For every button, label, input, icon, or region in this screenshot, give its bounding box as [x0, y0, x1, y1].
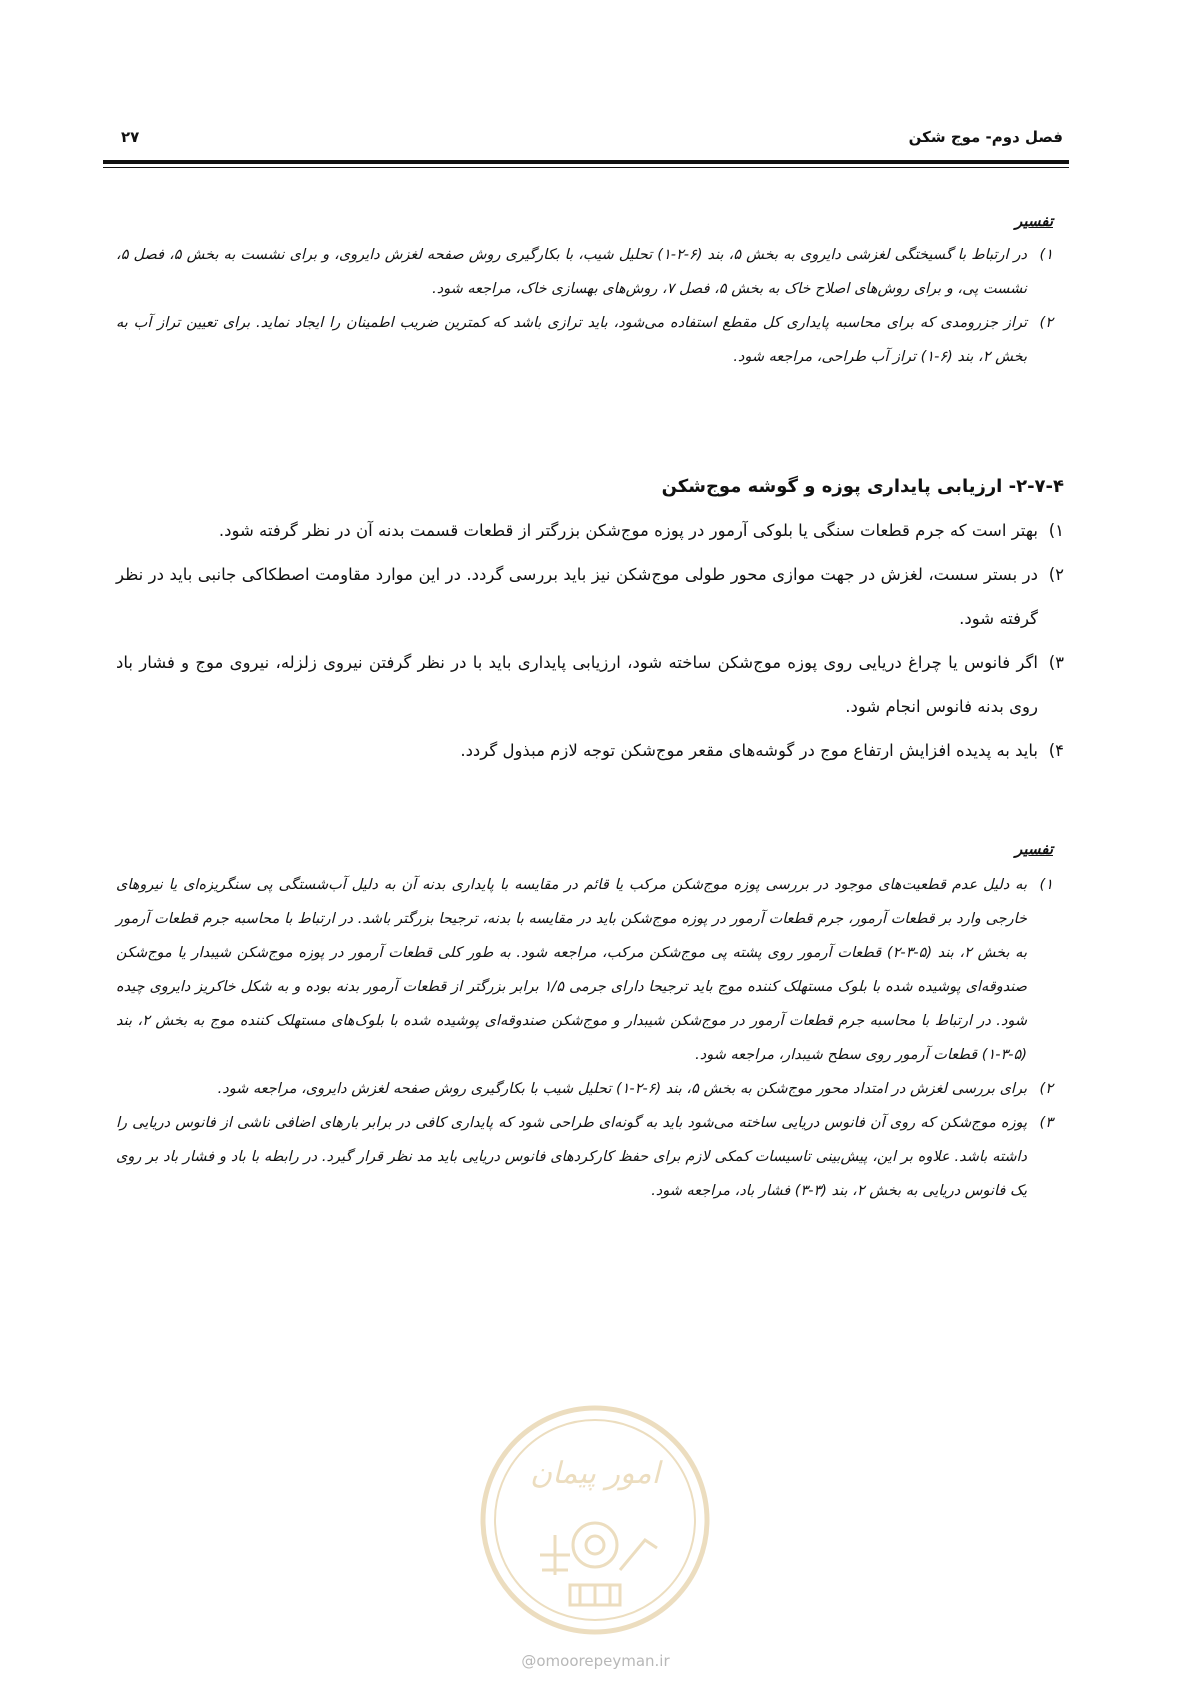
item-number: ۲) [1048, 565, 1064, 584]
list-item [116, 868, 1053, 1072]
header-rule-thick [103, 160, 1069, 164]
chapter-title: فصل دوم- موج شکن [908, 128, 1063, 146]
item-number: ۳) [1039, 1115, 1053, 1131]
running-header [103, 128, 1063, 150]
commentary-block-2 [116, 840, 1053, 1208]
commentary-label: تفسیر [1015, 840, 1053, 858]
item-text: در ارتباط با گسیختگی لغزشی دایروی به بخش ۵، بند (۶-۲-۱) تحلیل شیب، با بکارگیری روش صفحه لغزش دایروی، و برای نشست به بخش ۵، فصل ۵، نشست پی، و برای روش‌های اصلاح خاک به بخش ۵، فصل ۷، روش‌های بهسازی خاک، مراجعه شود. [116, 247, 1028, 297]
item-text: برای بررسی لغزش در امتداد محور موج‌شکن به بخش ۵، بند (۶-۲-۱) تحلیل شیب با بکارگیری روش صفحه لغزش دایروی، مراجعه شود. [217, 1081, 1027, 1097]
commentary-block-1 [116, 212, 1053, 374]
section-heading: ۲-۷-۴- ارزیابی پایداری پوزه و گوشه موج‌شکن [661, 476, 1064, 497]
page-number: ۲۷ [121, 128, 140, 146]
item-text: اگر فانوس یا چراغ دریایی روی پوزه موج‌شکن ساخته شود، ارزیابی پایداری باید با در نظر گرفتن نیروی زلزله، نیروی موج و فشار باد روی بدنه فانوس انجام شود. [116, 653, 1038, 716]
list-item [116, 509, 1064, 553]
item-text: به دلیل عدم قطعیت‌های موجود در بررسی پوزه موج‌شکن مرکب یا قائم در مقایسه با پایداری بدنه آن به دلیل آب‌شستگی پی سنگریزه‌ای یا نیروهای خارجی وارد بر قطعات آرمور، جرم قطعات آرمور در پوزه موج‌شکن باید در مقایسه با بدنه، ترجیحا بزرگتر باشد. در ارتباط با محاسبه جرم قطعات آرمور به بخش ۲، بند (۵-۳-۲) قطعات آرمور روی پشته پی موج‌شکن مرکب، مراجعه شود. به طور کلی قطعات آرمور در پوزه موج‌شکن شیبدار یا موج‌شکن صندوقه‌ای پوشیده شده با بلوک مستهلک کننده موج باید ترجیحا دارای جرمی ۱/۵ برابر بزرگتر از قطعات آرمور بدنه بوده و به شکل خاکریز دایروی چیده شود. در ارتباط با محاسبه جرم قطعات آرمور در موج‌شکن شیبدار و موج‌شکن صندوقه‌ای پوشیده شده با بلوک‌های مستهلک کننده موج به بخش ۲، بند (۵-۳-۱) قطعات آرمور روی سطح شیبدار، مراجعه شود. [116, 877, 1027, 1063]
item-number: ۴) [1048, 741, 1064, 760]
item-text: بهتر است که جرم قطعات سنگی یا بلوکی آرمور در پوزه موج‌شکن بزرگتر از قطعات قسمت بدنه آن در نظر گرفته شود. [218, 521, 1038, 540]
commentary-list [116, 868, 1053, 1208]
item-number: ۳) [1048, 653, 1064, 672]
item-number: ۲) [1039, 315, 1053, 331]
section-list [116, 509, 1064, 773]
list-item [116, 729, 1064, 773]
list-item [116, 641, 1064, 729]
list-item [116, 306, 1053, 374]
commentary-label: تفسیر [1015, 212, 1053, 230]
item-number: ۱) [1039, 247, 1053, 263]
list-item [116, 1072, 1053, 1106]
list-item [116, 553, 1064, 641]
watermark-logo-text: امور پیمان [530, 1456, 660, 1491]
commentary-list [116, 238, 1053, 374]
item-text: باید به پدیده افزایش ارتفاع موج در گوشه‌های مقعر موج‌شکن توجه لازم مبذول گردد. [460, 741, 1038, 760]
item-number: ۲) [1039, 1081, 1053, 1097]
item-number: ۱) [1048, 521, 1064, 540]
item-text: پوزه موج‌شکن که روی آن فانوس دریایی ساخته می‌شود باید به گونه‌ای طراحی شود که پایداری کافی در برابر بارهای اضافی ناشی از فانوس دریایی را داشته باشد. علاوه بر این، پیش‌بینی تاسیسات کمکی لازم برای حفظ کارکردهای فانوس دریایی باید مد نظر قرار گیرد. در رابطه با باد و فشار باد بر روی یک فانوس دریایی به بخش ۲، بند (۳-۳) فشار باد، مراجعه شود. [116, 1115, 1027, 1199]
list-item [116, 1106, 1053, 1208]
watermark-logo [470, 1395, 720, 1645]
header-rule-thin [103, 167, 1069, 168]
section-block [116, 476, 1064, 773]
item-text: تراز جزرومدی که برای محاسبه پایداری کل مقطع استفاده می‌شود، باید ترازی باشد که کمترین ضریب اطمینان را ایجاد نماید. برای تعیین تراز آب به بخش ۲، بند (۶-۱) تراز آب طراحی، مراجعه شود. [116, 315, 1027, 365]
watermark-site: @omoorepeyman.ir [521, 1652, 670, 1670]
item-text: در بستر سست، لغزش در جهت موازی محور طولی موج‌شکن نیز باید بررسی گردد. در این موارد مقاومت اصطکاکی جانبی باید در نظر گرفته شود. [116, 565, 1038, 628]
list-item [116, 238, 1053, 306]
item-number: ۱) [1039, 877, 1053, 893]
